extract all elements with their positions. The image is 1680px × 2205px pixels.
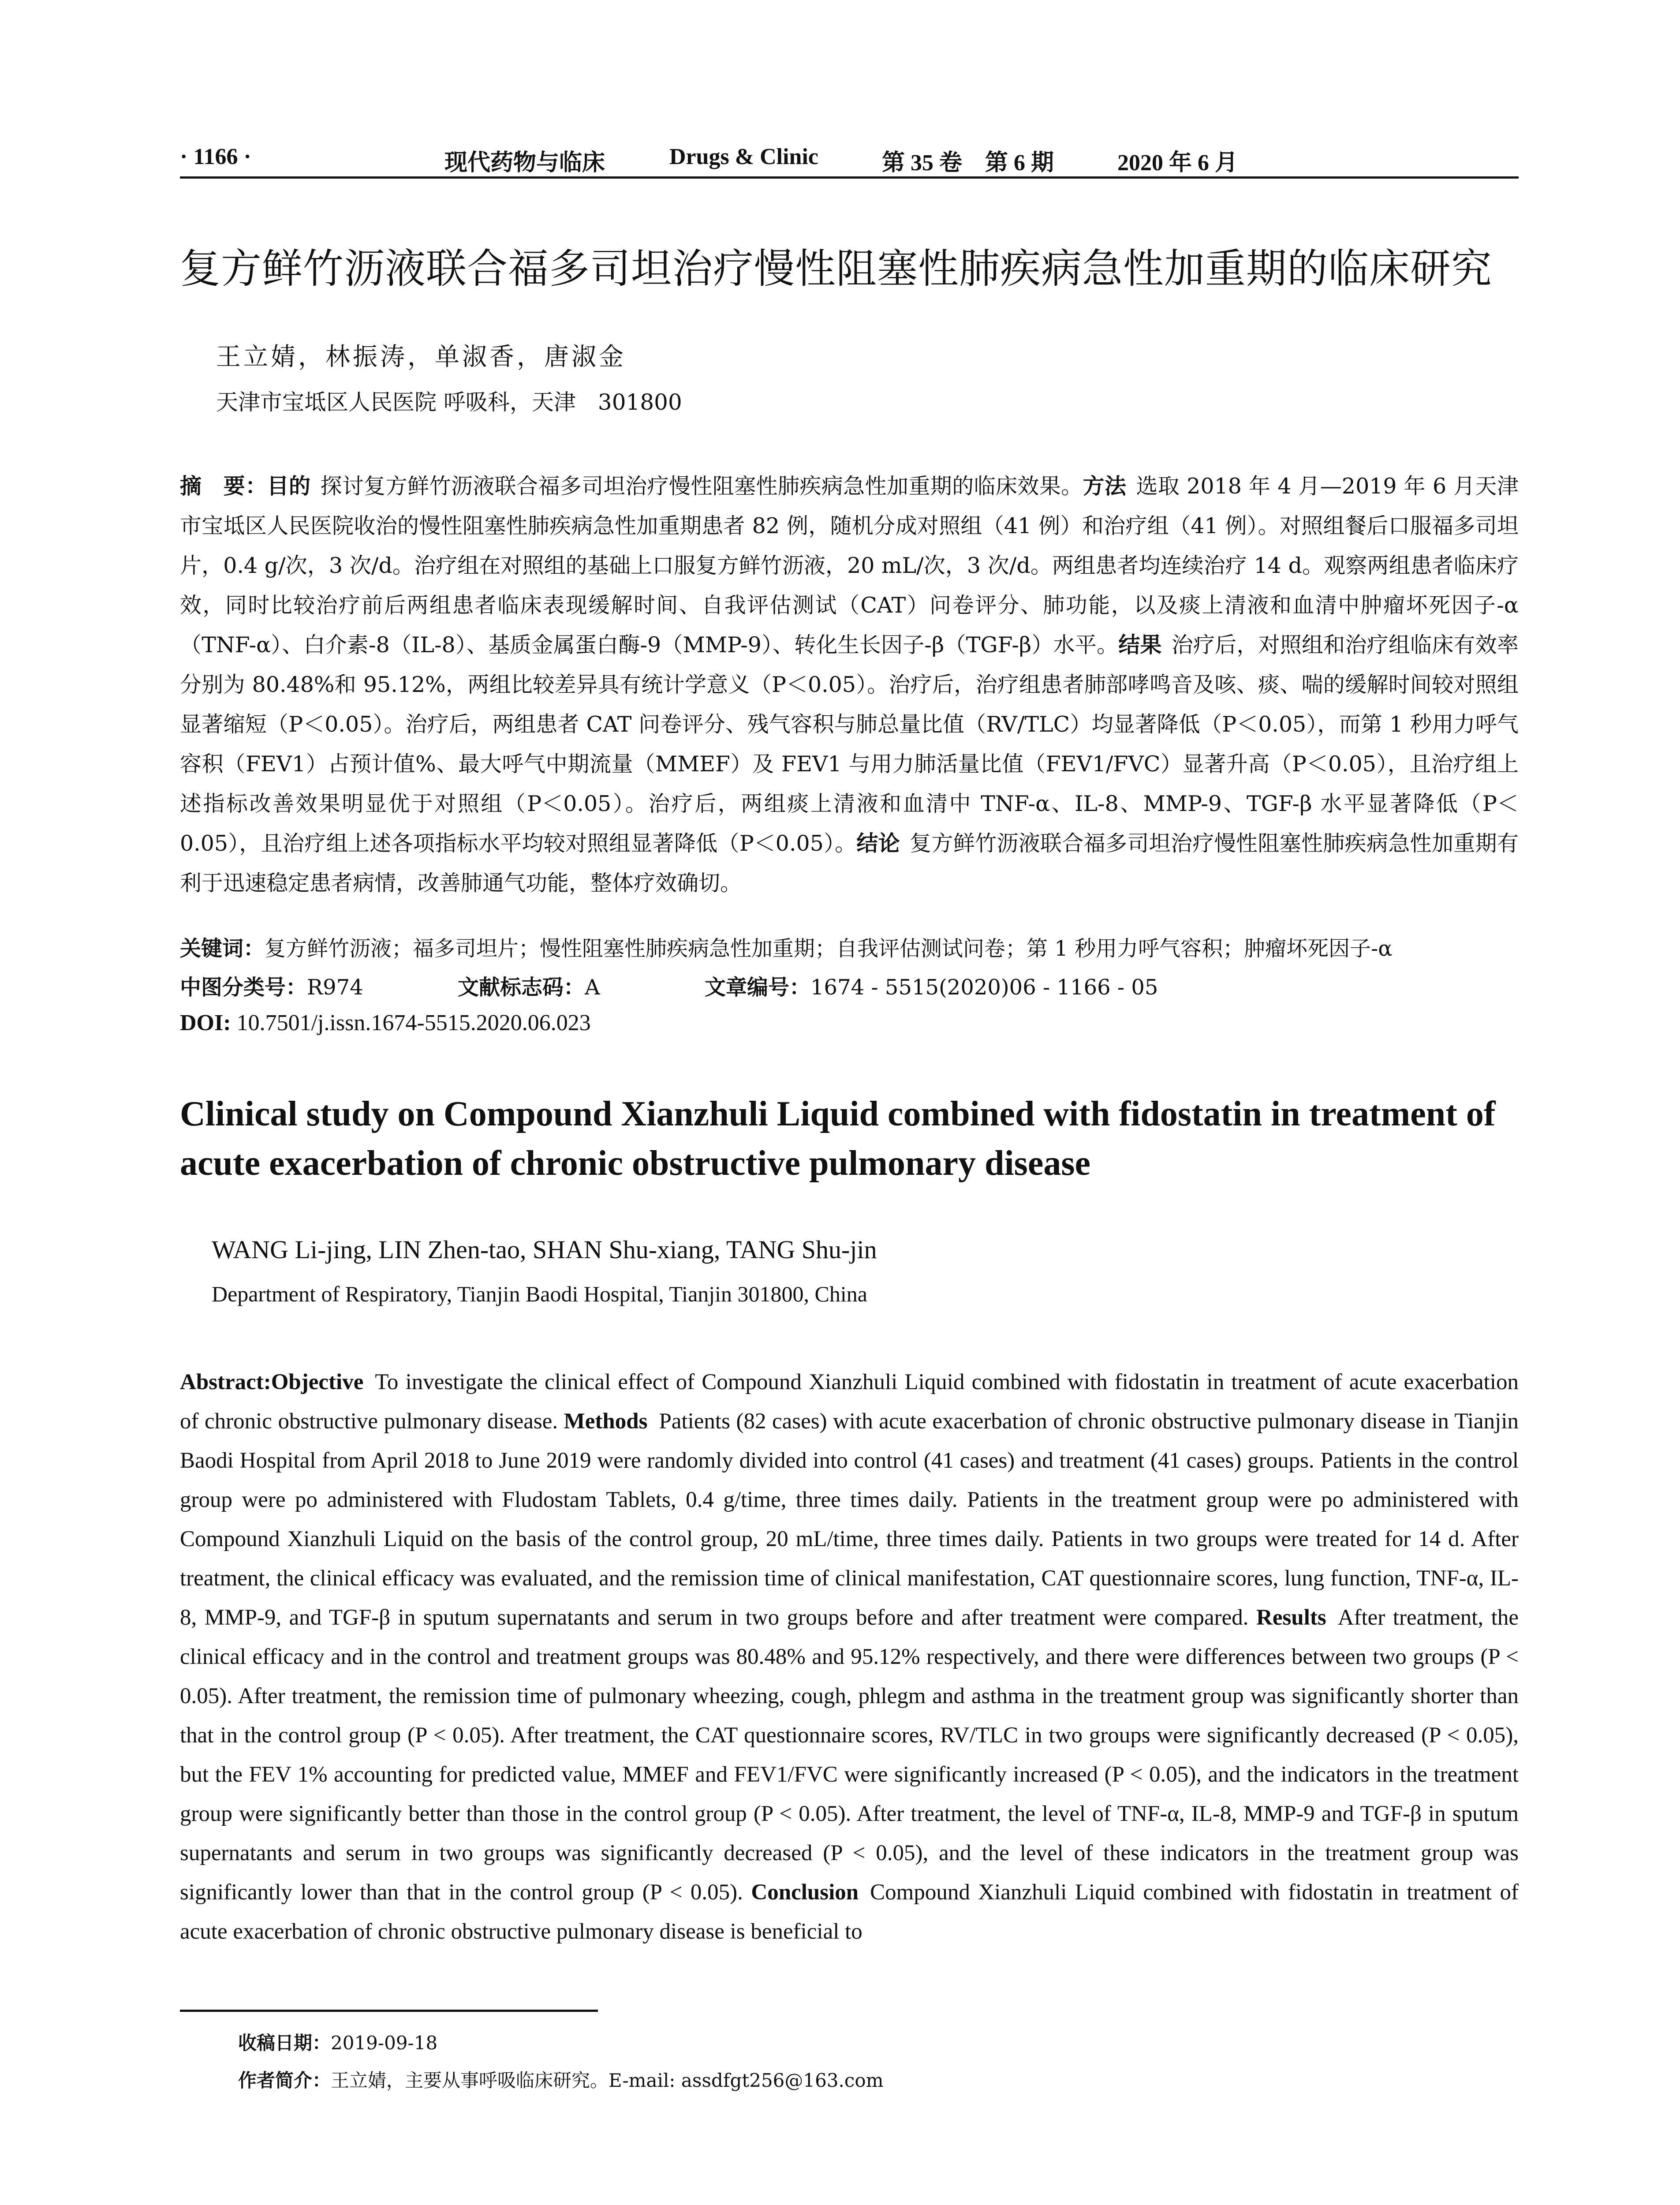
abstract-label-en: Abstract: bbox=[180, 1370, 271, 1394]
footnote-divider bbox=[180, 2010, 598, 2012]
methods-text-en: Patients (82 cases) with acute exacerbation of chronic obstructive pulmonary disease in Tianjin Baodi Hospital from April 2018 to June 2019 were randomly divided into control (41 cases) and treatment (41 cases) groups. Patients in the control group were po administered with Fludostam Tablets, 0.4 g/time, three times daily. Patients in the treatment group were po administered with Compound Xianzhuli Liquid on the basis of the control group, 20 mL/time, three times daily. Patients in two groups were treated for 14 d. After treatment, the clinical efficacy was evaluated, and the remission time of clinical manifestation, CAT questionnaire scores, lung function, TNF-α, IL-8, MMP-9, and TGF-β in sputum supernatants and serum in two groups before and after treatment were compared. bbox=[180, 1409, 1519, 1630]
page-number: · 1166 · bbox=[180, 144, 251, 169]
author-bio-value: 王立婧，主要从事呼吸临床研究。E-mail: assdfgt256@163.com bbox=[331, 2070, 884, 2091]
results-text-cn: 治疗后，对照组和治疗组临床有效率分别为 80.48%和 95.12%，两组比较差异具有统计学意义（P＜0.05）。治疗后，治疗组患者肺部哮鸣音及咳、痰、喘的缓解时间较对照组显著缩短（P＜0.05）。治疗后，两组患者 CAT 问卷评分、残气容积与肺总量比值（RV/TLC）均显著降低（P＜0.05），而第 1 秒用力呼气容积（FEV1）占预计值%、最大呼气中期流量（MMEF）及 FEV1 与用力肺活量比值（FEV1/FVC）显著升高（P＜0.05），且治疗组上述指标改善效果明显优于对照组（P＜0.05）。治疗后，两组痰上清液和血清中 TNF-α、IL-8、MMP-9、TGF-β 水平显著降低（P＜0.05），且治疗组上述各项指标水平均较对照组显著降低（P＜0.05）。 bbox=[180, 632, 1519, 856]
objective-text-cn: 探讨复方鲜竹沥液联合福多司坦治疗慢性阻塞性肺疾病急性加重期的临床效果。 bbox=[320, 474, 1083, 499]
keywords-label: 关键词： bbox=[180, 936, 265, 961]
methods-text-cn: 选取 2018 年 4 月—2019 年 6 月天津市宝坻区人民医院收治的慢性阻塞性肺疾病急性加重期患者 82 例，随机分成对照组（41 例）和治疗组（41 例）。对照组餐后口服福多司坦片，0.4 g/次，3 次/d。治疗组在对照组的基础上口服复方鲜竹沥液，20 mL/次，3 次/d。两组患者均连续治疗 14 d。观察两组患者临床疗效，同时比较治疗前后两组患者临床表现缓解时间、自我评估测试（CAT）问卷评分、肺功能，以及痰上清液和血清中肿瘤坏死因子-α（TNF-α）、白介素-8（IL-8）、基质金属蛋白酶-9（MMP-9）、转化生长因子-β（TGF-β）水平。 bbox=[180, 474, 1519, 658]
article-title-en: Clinical study on Compound Xianzhuli Liquid combined with fidostatin in treatment of acute exacerbation of chronic obstructive pulmonary disease bbox=[180, 1095, 1496, 1183]
affiliation-en: Department of Respiratory, Tianjin Baodi Hospital, Tianjin 301800, China bbox=[212, 1282, 867, 1306]
clc-value: R974 bbox=[307, 975, 363, 1000]
doi-line bbox=[180, 1010, 1519, 1036]
doi-label: DOI: bbox=[180, 1010, 231, 1035]
objective-label-en: Objective bbox=[271, 1370, 364, 1394]
article-no-field bbox=[705, 970, 1158, 1001]
received-value: 2019-09-18 bbox=[331, 2032, 438, 2054]
article-no-value: 1674 - 5515(2020)06 - 1166 - 05 bbox=[810, 975, 1158, 1000]
article-title-cn: 复方鲜竹沥液联合福多司坦治疗慢性阻塞性肺疾病急性加重期的临床研究 bbox=[180, 245, 1493, 292]
results-label-cn: 结果 bbox=[1118, 632, 1162, 658]
issue-date: 2020 年 6 月 bbox=[1117, 150, 1238, 176]
doc-code-label: 文献标志码： bbox=[458, 975, 585, 1000]
conclusion-text-cn: 复方鲜竹沥液联合福多司坦治疗慢性阻塞性肺疾病急性加重期有利于迅速稳定患者病情，改善肺通气功能，整体疗效确切。 bbox=[180, 831, 1519, 896]
author-bio-label: 作者简介： bbox=[238, 2070, 331, 2091]
doi-value: 10.7501/j.issn.1674-5515.2020.06.023 bbox=[236, 1010, 591, 1035]
keywords-line bbox=[180, 931, 1519, 962]
results-label-en: Results bbox=[1256, 1605, 1326, 1630]
doc-code-value: A bbox=[585, 975, 600, 1000]
doc-code-field bbox=[458, 970, 600, 1001]
abstract-label-cn: 摘 要： bbox=[180, 474, 267, 499]
running-header bbox=[180, 142, 1519, 179]
authors-cn: 王立婧，林振涛，单淑香，唐淑金 bbox=[216, 343, 626, 371]
received-date-note bbox=[238, 2029, 437, 2055]
methods-label-en: Methods bbox=[564, 1409, 648, 1434]
journal-name-cn: 现代药物与临床 bbox=[444, 150, 605, 176]
conclusion-label-cn: 结论 bbox=[856, 831, 900, 856]
results-text-en: After treatment, the clinical efficacy and in the control and treatment groups was 80.48% and 95.12% respectively, and there were differences between two groups (P < 0.05). After treatment, the remission time of pulmonary wheezing, cough, phlegm and asthma in the treatment group was significantly shorter than that in the control group (P < 0.05). After treatment, the CAT questionnaire scores, RV/TLC in two groups were significantly decreased (P < 0.05), but the FEV 1% accounting for predicted value, MMEF and FEV1/FVC were significantly increased (P < 0.05), and the indicators in the treatment group were significantly better than those in the control group (P < 0.05). After treatment, the level of TNF-α, IL-8, MMP-9 and TGF-β in sputum supernatants and serum in two groups was significantly decreased (P < 0.05), and the level of these indicators in the treatment group was significantly lower than that in the control group (P < 0.05). bbox=[180, 1605, 1519, 1905]
conclusion-text-en: Compound Xianzhuli Liquid combined with fidostatin in treatment of acute exacerbation of chronic obstructive pulmonary disease is beneficial to bbox=[180, 1880, 1519, 1944]
conclusion-label-en: Conclusion bbox=[751, 1880, 859, 1905]
keywords-text: 复方鲜竹沥液；福多司坦片；慢性阻塞性肺疾病急性加重期；自我评估测试问卷；第 1 秒用力呼气容积；肿瘤坏死因子-α bbox=[265, 936, 1393, 961]
received-label: 收稿日期： bbox=[238, 2032, 331, 2054]
abstract-en bbox=[180, 1363, 1519, 1951]
affiliation-cn: 天津市宝坻区人民医院 呼吸科，天津 301800 bbox=[216, 389, 682, 415]
authors-en: WANG Li-jing, LIN Zhen-tao, SHAN Shu-xiang, TANG Shu-jin bbox=[212, 1235, 877, 1264]
volume-issue: 第 35 卷 第 6 期 bbox=[882, 150, 1054, 176]
abstract-cn bbox=[180, 467, 1519, 903]
author-bio-note bbox=[238, 2066, 884, 2093]
journal-name-en: Drugs & Clinic bbox=[669, 144, 818, 169]
methods-label-cn: 方法 bbox=[1083, 474, 1127, 499]
objective-label-cn: 目的 bbox=[267, 474, 311, 499]
objective-text-en: To investigate the clinical effect of Compound Xianzhuli Liquid combined with fidostatin in treatment of acute exacerbation of chronic obstructive pulmonary disease. bbox=[180, 1370, 1519, 1434]
clc-field bbox=[180, 970, 363, 1001]
clc-label: 中图分类号： bbox=[180, 975, 307, 1000]
article-no-label: 文章编号： bbox=[705, 975, 811, 1000]
